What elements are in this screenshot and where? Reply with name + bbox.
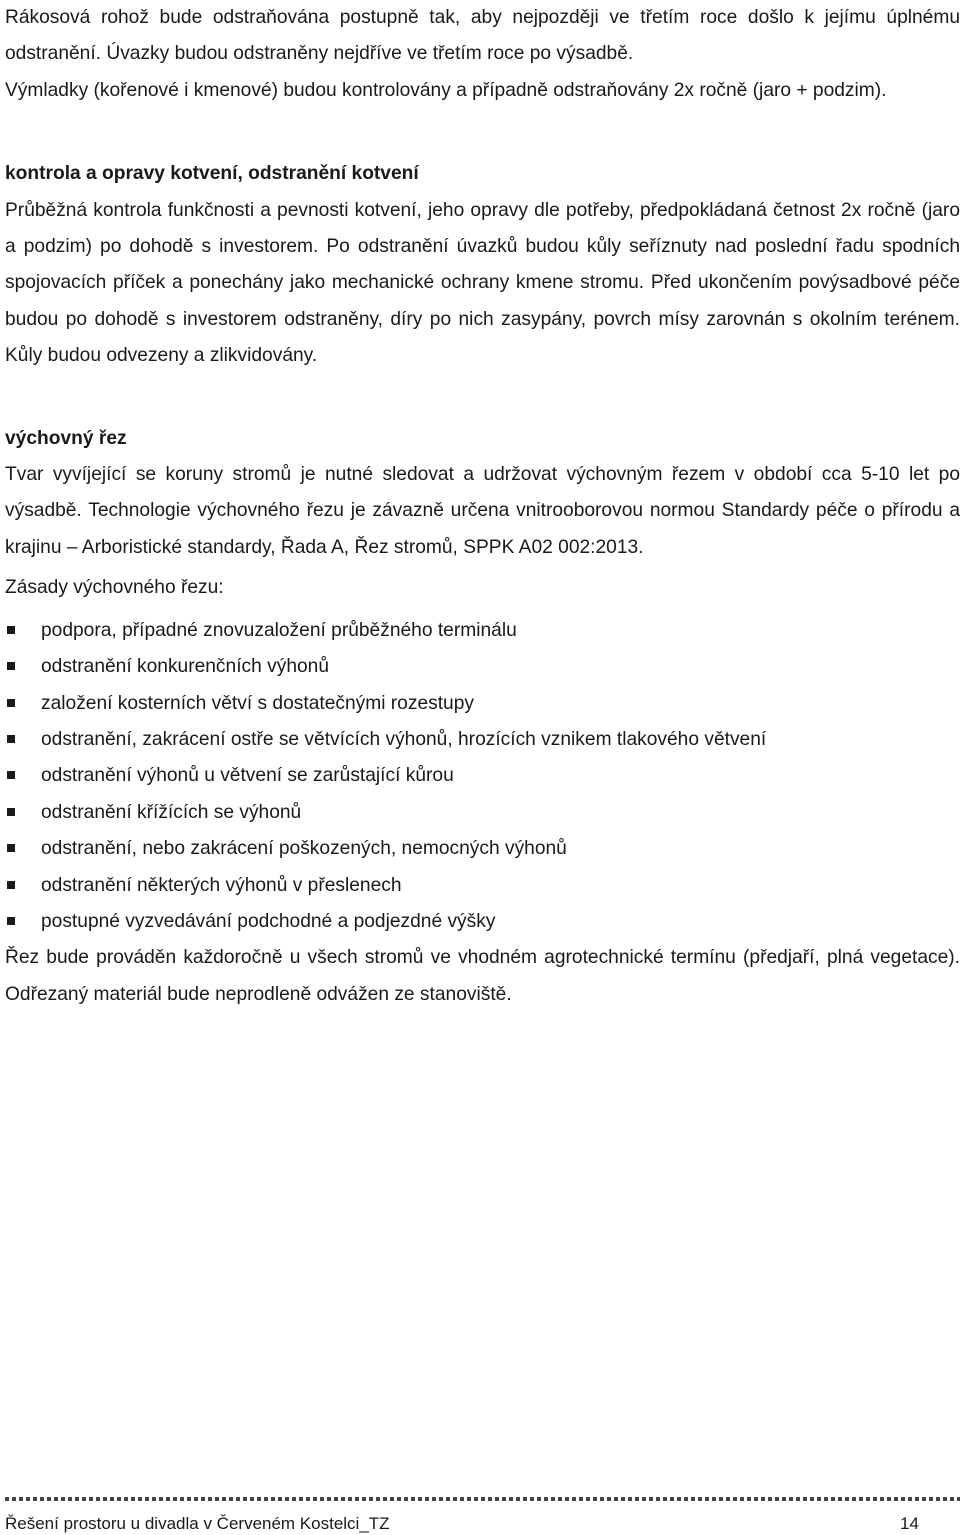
list-item-text: odstranění, zakrácení ostře se větvících výhonů, hrozících vznikem tlakového větvení — [41, 728, 767, 750]
list-item-text: odstranění konkurenčních výhonů — [41, 656, 329, 678]
list-item — [5, 649, 960, 685]
principles-list — [5, 613, 960, 941]
list-item — [5, 758, 960, 794]
square-bullet-icon — [7, 626, 15, 634]
list-item — [5, 868, 960, 904]
list-item — [5, 831, 960, 867]
intro-paragraph-2: Výmladky (kořenové i kmenové) budou kontrolovány a případně odstraňovány 2x ročně (jaro + podzim). — [5, 79, 887, 101]
principles-label: Zásady výchovného řezu: — [5, 577, 224, 599]
list-item-text: založení kosterních větví s dostatečnými rozestupy — [41, 692, 474, 714]
intro-paragraph-1: Rákosová rohož bude odstraňována postupně tak, aby nejpozději ve třetím roce došlo k jejímu úplnému odstranění. Úvazky budou odstraněny nejdříve ve třetím roce po výsadbě. — [5, 7, 960, 65]
list-item-text: podpora, případné znovuzaložení průběžného terminálu — [41, 619, 517, 641]
closing-paragraph: Řez bude prováděn každoročně u všech stromů ve vhodném agrotechnické termínu (předjaří, plná vegetace). Odřezaný materiál bude neprodleně odvážen ze stanoviště. — [5, 947, 960, 1005]
list-item-text: odstranění, nebo zakrácení poškozených, nemocných výhonů — [41, 838, 567, 860]
square-bullet-icon — [7, 844, 15, 852]
square-bullet-icon — [7, 662, 15, 670]
section-heading-anchoring: kontrola a opravy kotvení, odstranění kotvení — [5, 163, 419, 185]
list-item — [5, 795, 960, 831]
list-item-text: odstranění výhonů u větvení se zarůstající kůrou — [41, 765, 454, 787]
square-bullet-icon — [7, 735, 15, 743]
list-item — [5, 904, 960, 940]
section-heading-pruning: výchovný řez — [5, 427, 127, 449]
section-body-pruning: Tvar vyvíjející se koruny stromů je nutné sledovat a udržovat výchovným řezem v období cca 5-10 let po výsadbě. Technologie výchovného řezu je závazně určena vnitrooborovou normou Standardy péče o přírodu a krajinu – Arboristické standardy, Řada A, Řez stromů, SPPK A02 002:2013. — [5, 464, 960, 558]
square-bullet-icon — [7, 917, 15, 925]
list-item — [5, 613, 960, 649]
section-body-anchoring: Průběžná kontrola funkčnosti a pevnosti kotvení, jeho opravy dle potřeby, předpokládaná četnost 2x ročně (jaro a podzim) po dohodě s investorem. Po odstranění úvazků budou kůly seříznuty nad poslední řadu spodních spojovacích příček a ponechány jako mechanické ochrany kmene stromu. Před ukončením povýsadbové péče budou po dohodě s investorem odstraněny, díry po nich zasypány, povrch mísy zarovnán s okolním terénem. Kůly budou odvezeny a zlikvidovány. — [5, 199, 960, 367]
page-number: 14 — [900, 1514, 919, 1533]
list-item-text: odstranění křížících se výhonů — [41, 801, 302, 823]
footer-divider — [5, 1497, 960, 1501]
list-item-text: odstranění některých výhonů v přeslenech — [41, 874, 402, 896]
document-page — [5, 0, 960, 1013]
square-bullet-icon — [7, 808, 15, 816]
list-item-text: postupné vyzvedávání podchodné a podjezdné výšky — [41, 910, 496, 932]
list-item — [5, 686, 960, 722]
list-item — [5, 722, 960, 758]
square-bullet-icon — [7, 771, 15, 779]
square-bullet-icon — [7, 699, 15, 707]
footer-document-name: Řešení prostoru u divadla v Červeném Kostelci_TZ — [5, 1514, 390, 1533]
square-bullet-icon — [7, 881, 15, 889]
